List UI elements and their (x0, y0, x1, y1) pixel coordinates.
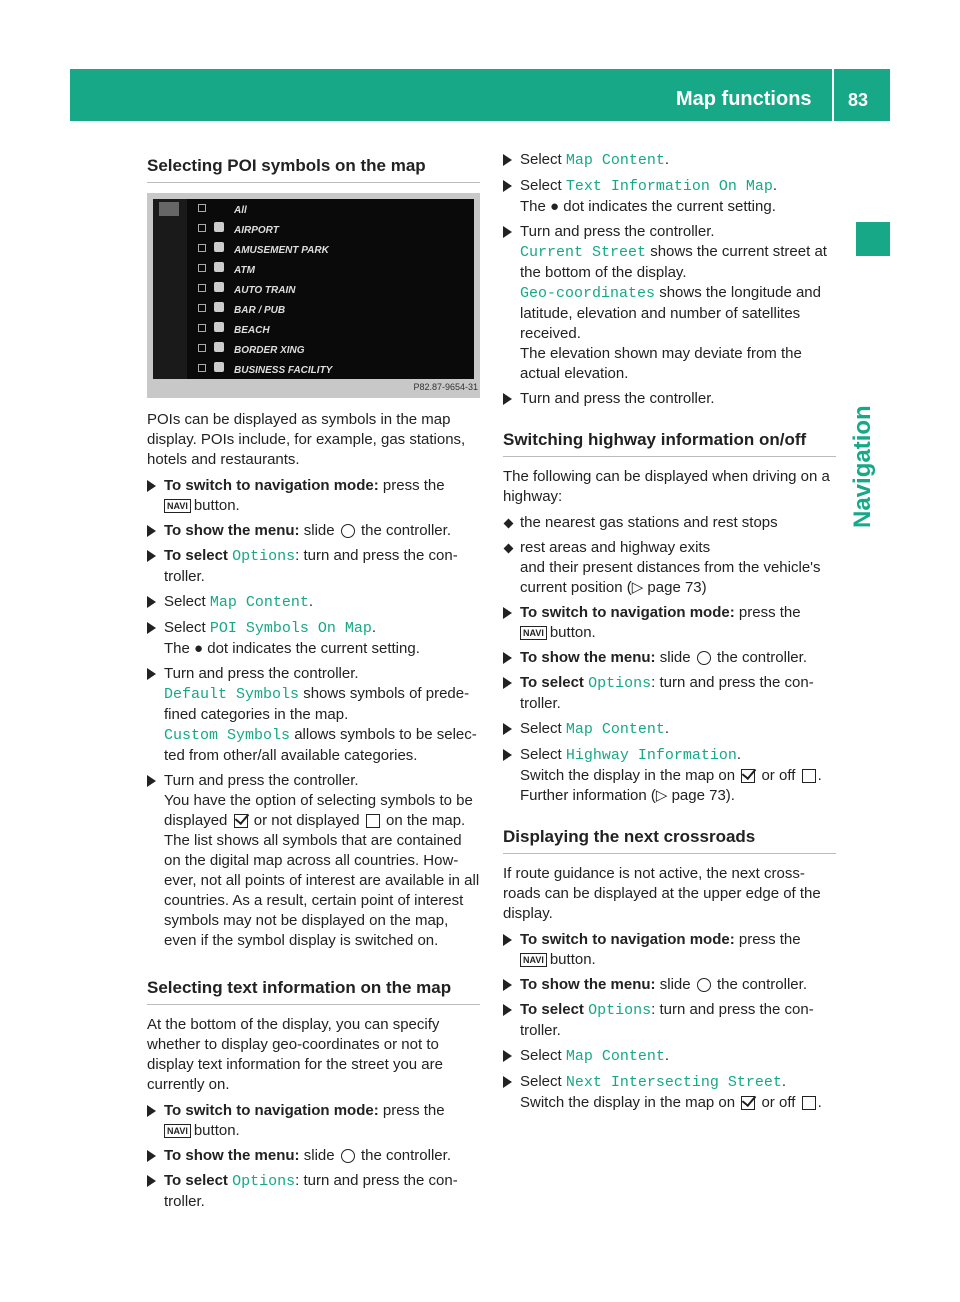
poi-icon (214, 302, 224, 312)
step: To select Options: turn and press the controller. (147, 546, 480, 587)
step: Select Highway Information. Switch the display in the map on or off . Further information (▷ page 73). (503, 745, 836, 806)
arrow-icon (147, 525, 156, 537)
poi-icon (214, 282, 224, 292)
step: Select Map Content. (503, 1046, 836, 1067)
arrow-icon (147, 668, 156, 680)
checkbox-checked-icon (741, 769, 755, 783)
arrow-icon (503, 393, 512, 405)
section-title-text-info: Selecting text information on the map (147, 978, 480, 1005)
step: Turn and press the controller. (503, 389, 836, 409)
arrow-icon (503, 180, 512, 192)
poi-icon (214, 362, 224, 372)
poi-row: AMUSEMENT PARK (198, 239, 468, 259)
checkbox-checked-icon (234, 814, 248, 828)
side-tab-marker (856, 222, 890, 256)
controller-icon (341, 1149, 355, 1163)
poi-icon (214, 262, 224, 272)
poi-row: AUTO TRAIN (198, 279, 468, 299)
checkbox-empty-icon (366, 814, 380, 828)
checkbox-empty-icon (802, 1096, 816, 1110)
poi-row: BAR / PUB (198, 299, 468, 319)
navi-key-icon: NAVI (164, 1124, 191, 1138)
step: To select Options: turn and press the controller. (503, 1000, 836, 1041)
poi-icon (214, 222, 224, 232)
navi-key-icon: NAVI (520, 626, 547, 640)
step: Turn and press the controller. You have the option of selecting symbols to be displayed or not displayed on the map. The list shows all symbols that are contained on the digital map across all countries. However, not all points of interest are available in all countries. As a result, certain point of interest symbols may not be displayed on the map, even if the symbol display is switched on. (147, 771, 480, 951)
arrow-icon (503, 934, 512, 946)
left-column (147, 156, 480, 1217)
controller-icon (697, 651, 711, 665)
step: Turn and press the controller. Default Symbols shows symbols of predefined categories in the map. Custom Symbols allows symbols to be selected from other/all available categories. (147, 664, 480, 766)
poi-row: AIRPORT (198, 219, 468, 239)
poi-icon (214, 342, 224, 352)
step: Select Text Information On Map. The ● dot indicates the current setting. (503, 176, 836, 217)
poi-icon (214, 242, 224, 252)
checkbox-empty-icon (802, 769, 816, 783)
header-divider (832, 69, 834, 121)
step: Select Map Content. (147, 592, 480, 613)
arrow-icon (147, 596, 156, 608)
arrow-icon (147, 775, 156, 787)
section-title-poi: Selecting POI symbols on the map (147, 156, 480, 183)
side-tab-label: Navigation (849, 405, 876, 528)
step: To select Options: turn and press the controller. (503, 673, 836, 714)
checkbox-checked-icon (741, 1096, 755, 1110)
arrow-icon (147, 1105, 156, 1117)
right-column (503, 150, 836, 1118)
poi-screen (153, 199, 474, 379)
bullet: the nearest gas stations and rest stops (503, 513, 836, 533)
arrow-icon (503, 1076, 512, 1088)
section-title-highway: Switching highway information on/off (503, 430, 836, 457)
step: To switch to navigation mode: press the NAVI button. (503, 930, 836, 970)
poi-row: BEACH (198, 319, 468, 339)
image-code: P82.87-9654-31 (413, 382, 478, 392)
intro-text: POIs can be displayed as symbols in the map display. POIs include, for example, gas stations, hotels and restaurants. (147, 411, 466, 468)
step: Select POI Symbols On Map. The ● dot indicates the current setting. (147, 618, 480, 659)
section-title-crossroads: Displaying the next crossroads (503, 827, 836, 854)
step: To show the menu: slide the controller. (503, 648, 836, 668)
arrow-icon (503, 1050, 512, 1062)
bullet: rest areas and highway exits and their present distances from the vehicle's current position (▷ page 73) (503, 538, 836, 598)
navi-key-icon: NAVI (520, 953, 547, 967)
step: Select Map Content. (503, 719, 836, 740)
arrow-icon (147, 480, 156, 492)
arrow-icon (147, 1175, 156, 1187)
navi-key-icon: NAVI (164, 499, 191, 513)
intro-text: The following can be displayed when driving on a highway: (503, 468, 830, 505)
arrow-icon (503, 723, 512, 735)
step: To select Options: turn and press the controller. (147, 1171, 480, 1212)
intro-text: At the bottom of the display, you can specify whether to display geo-coordinates or not to display text information for the street you are currently on. (147, 1016, 443, 1093)
step: To switch to navigation mode: press the NAVI button. (147, 476, 480, 516)
step: Turn and press the controller. Current Street shows the current street at the bottom of the display. Geo-coordinates shows the longitude and latitude, elevation and number of satellites received. The elevation shown may deviate from the actual elevation. (503, 222, 836, 384)
poi-row: All (198, 199, 468, 219)
poi-icon (214, 322, 224, 332)
arrow-icon (503, 154, 512, 166)
controller-icon (697, 978, 711, 992)
page-section-title: Map functions (676, 88, 812, 110)
arrow-icon (503, 652, 512, 664)
poi-row: BUSINESS FACILITY (198, 359, 468, 379)
intro-text: If route guidance is not active, the next crossroads can be displayed at the upper edge of the display. (503, 865, 821, 922)
poi-row: BORDER XING (198, 339, 468, 359)
step: To show the menu: slide the controller. (503, 975, 836, 995)
back-icon (159, 202, 179, 216)
arrow-icon (503, 607, 512, 619)
arrow-icon (503, 677, 512, 689)
arrow-icon (503, 1004, 512, 1016)
poi-screenshot (147, 193, 480, 398)
step: To switch to navigation mode: press the NAVI button. (503, 603, 836, 643)
step: Select Next Intersecting Street. Switch the display in the map on or off . (503, 1072, 836, 1113)
screen-sidebar (153, 199, 187, 379)
arrow-icon (147, 550, 156, 562)
arrow-icon (503, 979, 512, 991)
step: To show the menu: slide the controller. (147, 521, 480, 541)
step: To switch to navigation mode: press the NAVI button. (147, 1101, 480, 1141)
poi-row: ATM (198, 259, 468, 279)
arrow-icon (147, 1150, 156, 1162)
arrow-icon (503, 226, 512, 238)
arrow-icon (147, 622, 156, 634)
step: Select Map Content. (503, 150, 836, 171)
page-number: 83 (848, 90, 869, 110)
controller-icon (341, 524, 355, 538)
step: To show the menu: slide the controller. (147, 1146, 480, 1166)
arrow-icon (503, 749, 512, 761)
